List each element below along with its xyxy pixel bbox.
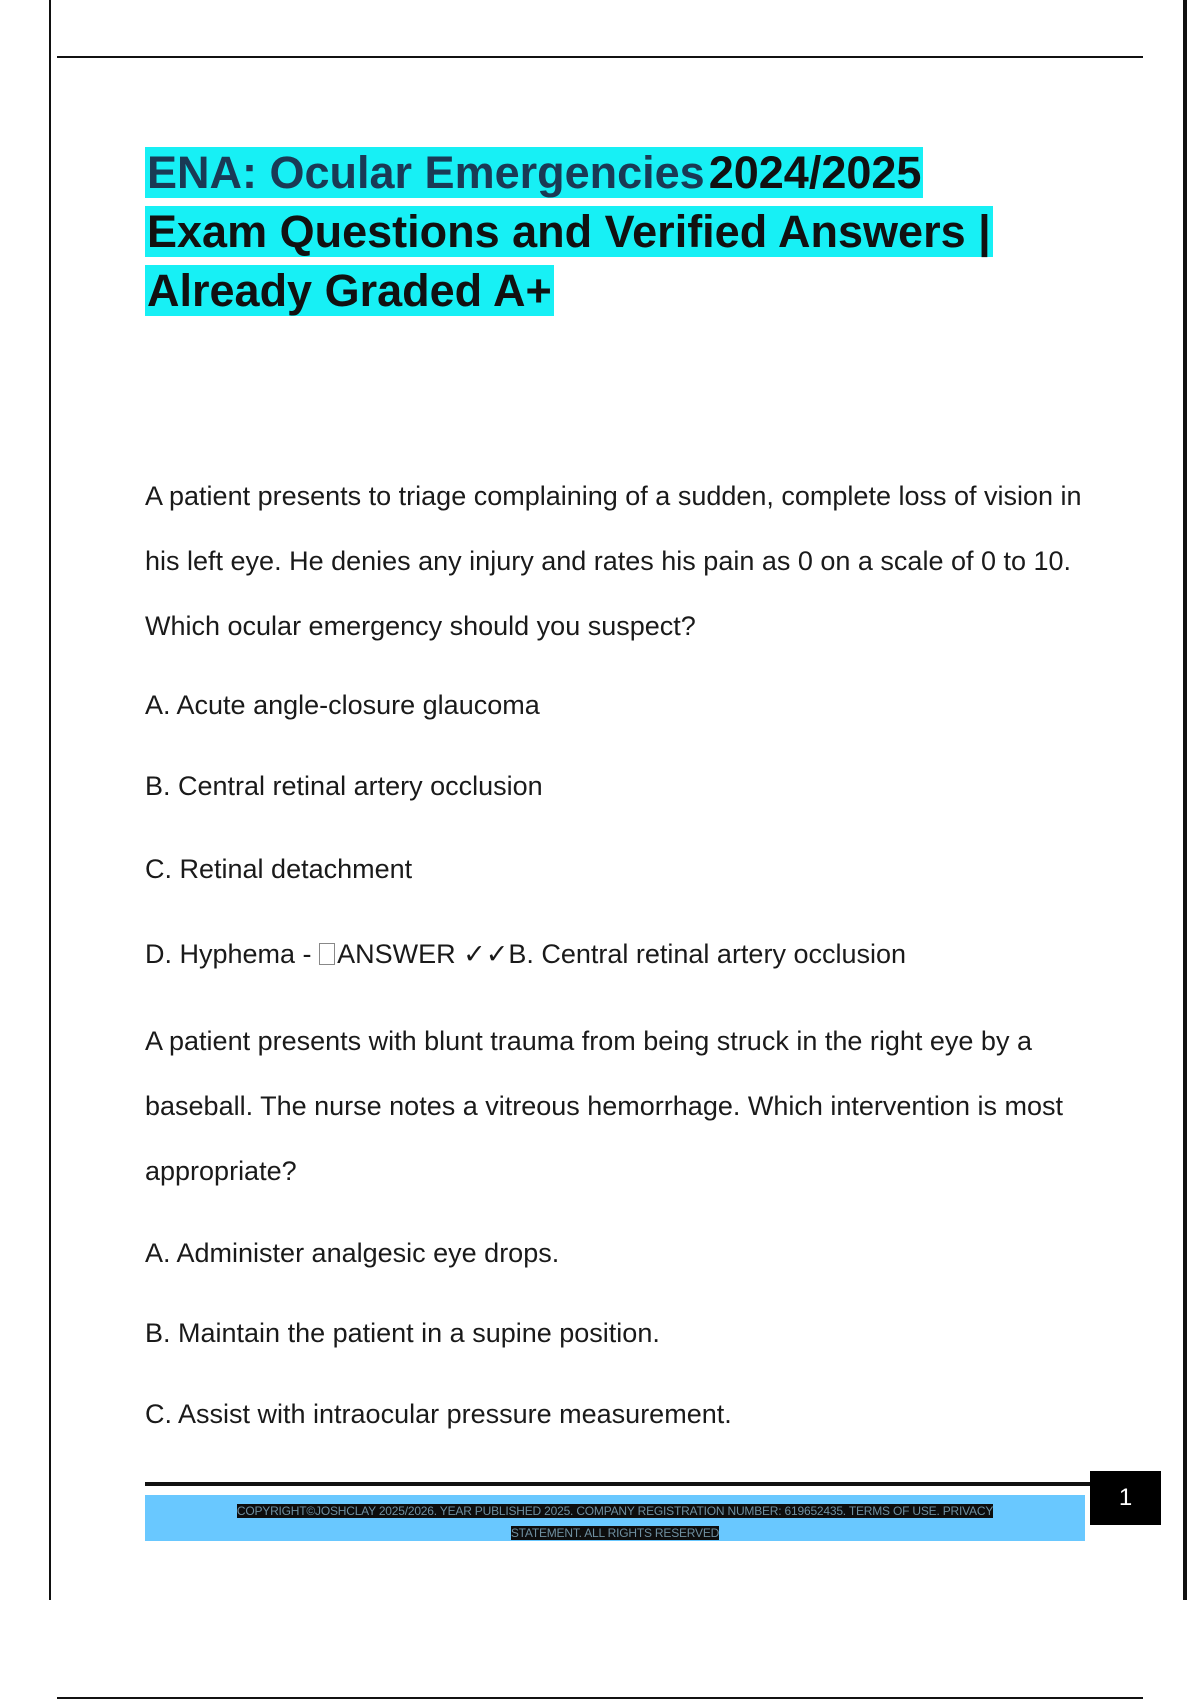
question-1-option-d-answer <box>145 937 906 971</box>
page-border-left <box>49 0 51 1600</box>
question-1-stem: A patient presents to triage complaining of a sudden, complete loss of vision in his left eye. He denies any injury and rates his pain as 0 on a scale of 0 to 10. Which ocular emergency should you suspect? <box>145 481 1082 641</box>
footer-rule <box>145 1482 1090 1486</box>
title-line3: Already Graded A+ <box>147 265 552 316</box>
question-1-option-b: B. Central retinal artery occlusion <box>145 771 543 801</box>
page-number: 1 <box>1090 1471 1161 1525</box>
question-1-answer: ANSWER ✓✓B. Central retinal artery occlusion <box>337 939 907 969</box>
question-2-stem: A patient presents with blunt trauma from being struck in the right eye by a baseball. The nurse notes a vitreous hemorrhage. Which intervention is most appropriate? <box>145 1026 1063 1186</box>
footer-copyright-line2: STATEMENT. ALL RIGHTS RESERVED <box>510 1526 720 1540</box>
question-1-option-a: A. Acute angle-closure glaucoma <box>145 690 540 720</box>
header-rule <box>57 56 1143 58</box>
title-line2: Exam Questions and Verified Answers | <box>147 206 991 257</box>
question-1-option-c: C. Retinal detachment <box>145 854 413 884</box>
title-line1-part2: 2024/2025 <box>708 147 922 198</box>
document-title <box>145 143 1105 320</box>
title-line1-part1: ENA: Ocular Emergencies <box>147 147 705 198</box>
footer-copyright-line1: COPYRIGHT©JOSHCLAY 2025/2026. YEAR PUBLISHED 2025. COMPANY REGISTRATION NUMBER: 619652435. TERMS OF USE. PRIVACY <box>236 1504 994 1518</box>
page-border-right <box>1183 0 1187 1600</box>
missing-glyph-icon <box>319 943 335 965</box>
next-page-rule <box>57 1697 1143 1699</box>
question-2-option-c: C. Assist with intraocular pressure measurement. <box>145 1399 732 1429</box>
question-2-option-b: B. Maintain the patient in a supine position. <box>145 1318 660 1348</box>
question-2-option-a: A. Administer analgesic eye drops. <box>145 1238 560 1268</box>
footer-copyright <box>145 1500 1085 1544</box>
question-1-option-d: D. Hyphema - <box>145 939 312 969</box>
